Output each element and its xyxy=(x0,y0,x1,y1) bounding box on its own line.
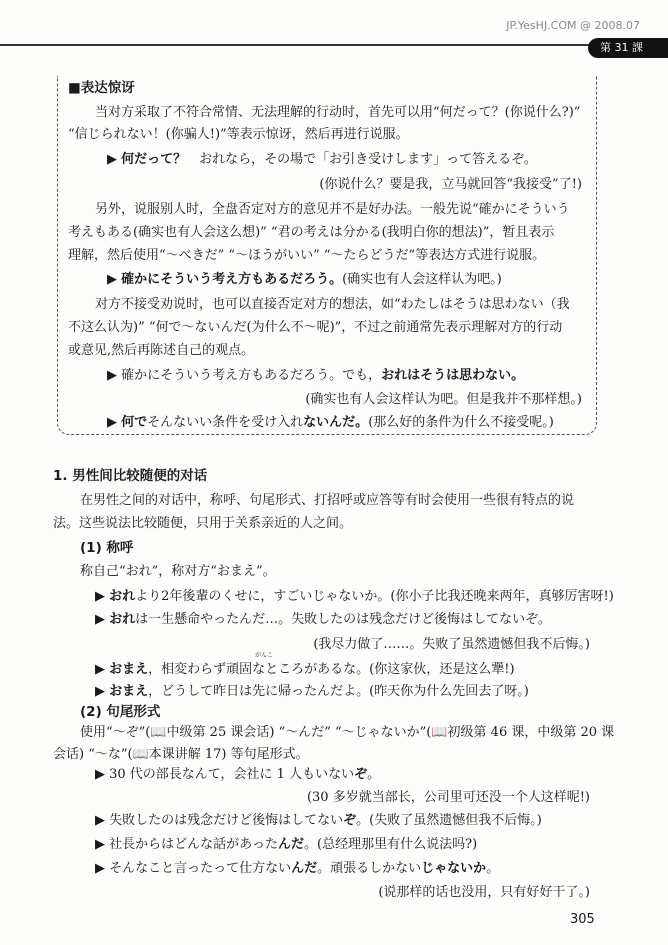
section-line xyxy=(378,884,590,902)
section-line xyxy=(313,636,590,654)
text: ▶ xyxy=(107,415,122,430)
bold-text: ぞ xyxy=(343,813,357,828)
watermark: JP.YesHJ.COM @ 2008.07 xyxy=(506,19,640,32)
bold-text: おまえ xyxy=(109,662,149,677)
bold-text: ぞ xyxy=(354,767,368,782)
text: 理解，然后使用“～べきだ” “～ほうがいい” “～たらどうだ”等表达方式进行说服。 xyxy=(68,248,546,263)
box-line xyxy=(319,176,582,194)
text: 。 xyxy=(486,861,500,876)
bold-text: おれ xyxy=(109,612,136,627)
bold-text: んだ xyxy=(278,837,305,852)
section-line xyxy=(95,683,529,701)
text: (确实也有人会这样认为吧。但是我并不那样想。) xyxy=(305,392,582,407)
text: 。頑張るしかない xyxy=(317,861,422,876)
text: ▶ 失敗したのは残念だけど後悔はしてない xyxy=(95,813,344,828)
bold-text: んだ xyxy=(291,861,318,876)
box-line xyxy=(95,201,570,219)
box-line xyxy=(68,247,545,265)
text: ▶ xyxy=(107,152,122,167)
text: ▶ 社長からはどんな話があった xyxy=(95,837,279,852)
text: そんないい条件を受け入れ xyxy=(147,415,304,430)
text: ▶ xyxy=(95,662,110,677)
box-line xyxy=(68,342,254,360)
text: ▶ xyxy=(95,589,110,604)
text: 当对方采取了不符合常情、无法理解的行动时，首先可以用“何だって？(你说什么?)” xyxy=(95,105,581,120)
text: ▶ xyxy=(95,684,110,699)
box-line xyxy=(68,79,135,98)
bold-text: 何だって？ xyxy=(121,152,187,167)
box-line xyxy=(95,296,570,314)
text: 。 xyxy=(367,767,381,782)
text: 。(总经理那里有什么说法吗?) xyxy=(304,837,478,852)
text: ，どうして昨日は先に帰ったんだよ。(昨天你为什么先回去了呀。) xyxy=(148,684,529,699)
section-line xyxy=(53,515,352,533)
bold-text: じゃないか xyxy=(421,861,487,876)
section-line xyxy=(80,492,574,510)
text: ，相変わらず頑固なところがあるな。(你这家伙，还是这么犟!) xyxy=(148,662,515,677)
header-rule xyxy=(0,44,600,46)
section-line xyxy=(80,724,614,742)
bold-text: おれ xyxy=(109,589,136,604)
section-line xyxy=(95,588,614,606)
box-line xyxy=(68,224,554,242)
bold-text: おまえ xyxy=(109,684,149,699)
box-line xyxy=(95,104,580,122)
section-line xyxy=(80,703,160,722)
box-line xyxy=(68,126,409,144)
text: ▶ 30 代の部長なんて，会社に 1 人もいない xyxy=(95,767,355,782)
text: (你说什么？要是我，立马就回答“我接受”了!) xyxy=(319,177,582,192)
bold-text: おれはそうは思わない。 xyxy=(381,368,525,383)
text: 不这么认为)” “何で～ないんだ(为什么不～呢)”，不过之前通常先表示理解对方的行动 xyxy=(68,320,563,335)
text: 在男性之间的对话中，称呼、句尾形式、打招呼或应答等有时会使用一些很有特点的说 xyxy=(80,493,575,508)
text: 考えもある(确实也有人会这么想)” “君の考えは分かる(我明白你的想法)”，暂且表示 xyxy=(68,225,555,240)
text: 会话) “～な”(📖本课讲解 17) 等句尾形式。 xyxy=(53,747,309,762)
text: 称自己“おれ”，称对方“おまえ”。 xyxy=(80,564,276,579)
text: (我尽力做了……。失败了虽然遗憾但我不后悔。) xyxy=(313,637,590,652)
text: 或意见,然后再陈述自己的观点。 xyxy=(68,343,255,358)
text: ▶ xyxy=(107,272,122,287)
bold-text: 確かにそういう考え方もあるだろう。 xyxy=(121,272,343,287)
lesson-tab: 第 31 課 xyxy=(588,38,668,58)
page-number: 305 xyxy=(570,912,595,927)
section-line xyxy=(80,539,133,558)
box-line xyxy=(107,271,502,289)
section-line xyxy=(95,611,551,629)
section-line xyxy=(95,860,499,878)
text: ▶ xyxy=(95,612,110,627)
box-line xyxy=(68,319,562,337)
bold-text: (1) 称呼 xyxy=(80,540,134,556)
text: (那么好的条件为什么不接受呢。) xyxy=(368,415,554,430)
section-line xyxy=(95,661,515,679)
ruby-reading: がんこ xyxy=(255,652,274,659)
text: ▶ 確かにそういう考え方もあるだろう。でも， xyxy=(107,368,382,383)
text: 法。这些说法比较随便，只用于关系亲近的人之间。 xyxy=(53,516,353,531)
text: より2年後輩のくせに，すごいじゃないか。(你小子比我还晚来两年，真够厉害呀!) xyxy=(135,589,614,604)
bold-text: 何で xyxy=(121,415,148,430)
section-line xyxy=(307,789,590,807)
text: 。(失败了虽然遗憾但我不后悔。) xyxy=(356,813,542,828)
text: ▶ そんなこと言ったって仕方ない xyxy=(95,861,292,876)
box-line xyxy=(107,151,537,169)
bold-text: (2) 句尾形式 xyxy=(80,704,161,720)
section-line xyxy=(95,812,542,830)
text: 对方不接受劝说时，也可以直接否定对方的想法，如“わたしはそうは思わない（我 xyxy=(95,297,570,312)
bold-text: 1. 男性间比较随便的对话 xyxy=(53,468,208,484)
section-line xyxy=(95,766,380,784)
section-line xyxy=(53,746,309,764)
bold-text: ないんだ。 xyxy=(303,415,369,430)
box-line xyxy=(107,414,554,432)
box-line xyxy=(305,391,582,409)
text: “信じられない！(你骗人!)”等表示惊讶，然后再进行说服。 xyxy=(68,127,409,142)
text: 使用“～ぞ”(📖中级第 25 课会话) “～んだ” “～じゃないか”(📖初级第 46 课，中级第 20 课 xyxy=(80,725,615,740)
text: おれなら，その場で「お引き受けします」って答えるぞ。 xyxy=(186,152,537,167)
text: は一生懸命やったんだ…。失敗したのは残念だけど後悔はしてないぞ。 xyxy=(135,612,551,627)
section-line xyxy=(95,836,477,854)
text: (确实也有人会这样认为吧。) xyxy=(342,272,502,287)
section-line xyxy=(53,467,207,486)
box-line xyxy=(107,367,524,385)
text: (30 多岁就当部长，公司里可还没一个人这样呢!) xyxy=(306,790,590,805)
section-line xyxy=(80,563,276,581)
text: (说那样的话也没用，只有好好干了。) xyxy=(378,885,590,900)
text: 另外，说服别人时，全盘否定对方的意见并不是好办法。一般先说“確かにそういう xyxy=(95,202,570,217)
bold-text: ■表达惊讶 xyxy=(68,80,135,96)
